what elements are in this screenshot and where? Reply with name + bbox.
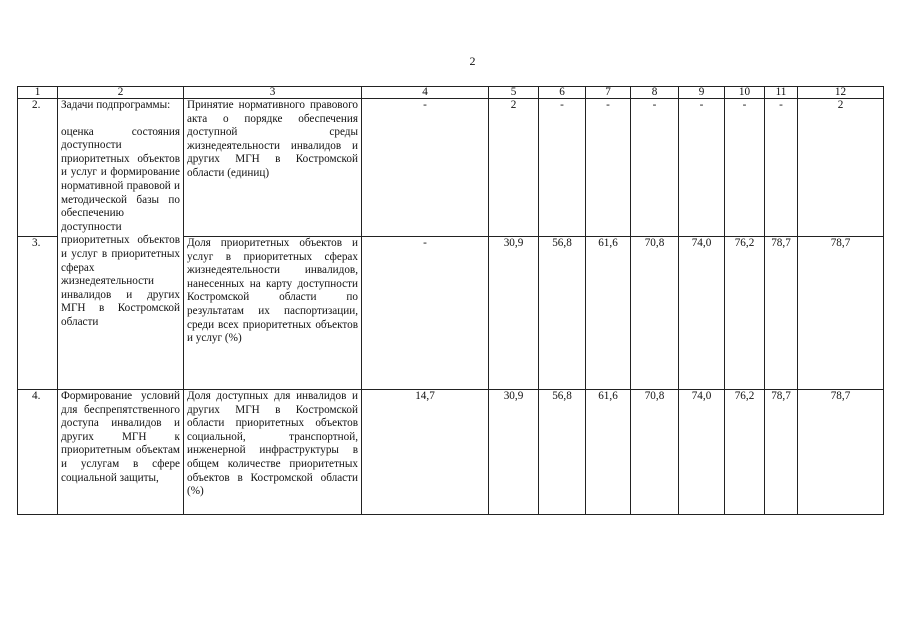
value-cell: 76,2: [725, 390, 765, 515]
value-cell: -: [362, 237, 489, 390]
value-cell: 74,0: [679, 237, 725, 390]
page-number: 2: [469, 54, 476, 68]
column-header: 7: [586, 87, 631, 99]
row-number: 4.: [18, 390, 58, 515]
value-cell: -: [765, 99, 798, 237]
indicator-text: Доля приоритетных объектов и услуг в приоритетных сферах жизнедеятельности инвалидов, нанесенных на карту доступности Костромской области по результатам их паспортизации, среди всех приоритетных объектов и услуг (%): [184, 237, 362, 390]
column-header: 5: [489, 87, 539, 99]
value-cell: 56,8: [539, 237, 586, 390]
column-header: 1: [18, 87, 58, 99]
value-cell: 2: [489, 99, 539, 237]
value-cell: 14,7: [362, 390, 489, 515]
task-heading: Задачи подпрограммы:: [61, 99, 171, 111]
table-row: [18, 390, 884, 515]
column-header: 2: [58, 87, 184, 99]
value-cell: 78,7: [765, 237, 798, 390]
value-cell: 78,7: [798, 390, 884, 515]
value-cell: 70,8: [631, 237, 679, 390]
value-cell: -: [679, 99, 725, 237]
value-cell: -: [725, 99, 765, 237]
value-cell: 70,8: [631, 390, 679, 515]
column-header: 12: [798, 87, 884, 99]
row-number: 2.: [18, 99, 58, 237]
task-body: оценка состояния доступности приоритетных объектов и услуг и формирование нормативной правовой и методической базы по обеспечению доступности приоритетных объектов и услуг в приоритетных сферах жизнедеятельности инвалидов и других МГН в Костромской области: [61, 125, 180, 328]
value-cell: 76,2: [725, 237, 765, 390]
indicator-text: Доля доступных для инвалидов и других МГН в Костромской области приоритетных объектов социальной, транспортной, инженерной инфраструктуры в общем количестве приоритетных объектов в Костромской области (%): [184, 390, 362, 515]
column-header: 6: [539, 87, 586, 99]
column-header: 10: [725, 87, 765, 99]
value-cell: 78,7: [765, 390, 798, 515]
indicator-text: Принятие нормативного правового акта о порядке обеспечения доступной среды жизнедеятельности инвалидов и других МГН в Костромской области (единиц): [184, 99, 362, 237]
column-header: 8: [631, 87, 679, 99]
row-number: 3.: [18, 237, 58, 390]
value-cell: -: [362, 99, 489, 237]
value-cell: 61,6: [586, 237, 631, 390]
header-row: [18, 87, 884, 99]
task-description: Формирование условий для беспрепятственного доступа инвалидов и других МГН к приоритетным объектам и услугам в сфере социальной защиты,: [58, 390, 184, 515]
value-cell: 30,9: [489, 237, 539, 390]
indicators-table: [17, 86, 884, 515]
value-cell: -: [586, 99, 631, 237]
value-cell: 2: [798, 99, 884, 237]
value-cell: 61,6: [586, 390, 631, 515]
value-cell: 30,9: [489, 390, 539, 515]
value-cell: -: [631, 99, 679, 237]
value-cell: 78,7: [798, 237, 884, 390]
column-header: 9: [679, 87, 725, 99]
column-header: 4: [362, 87, 489, 99]
column-header: 3: [184, 87, 362, 99]
value-cell: 74,0: [679, 390, 725, 515]
task-description: [58, 99, 184, 390]
column-header: 11: [765, 87, 798, 99]
table-row: [18, 99, 884, 237]
value-cell: -: [539, 99, 586, 237]
value-cell: 56,8: [539, 390, 586, 515]
